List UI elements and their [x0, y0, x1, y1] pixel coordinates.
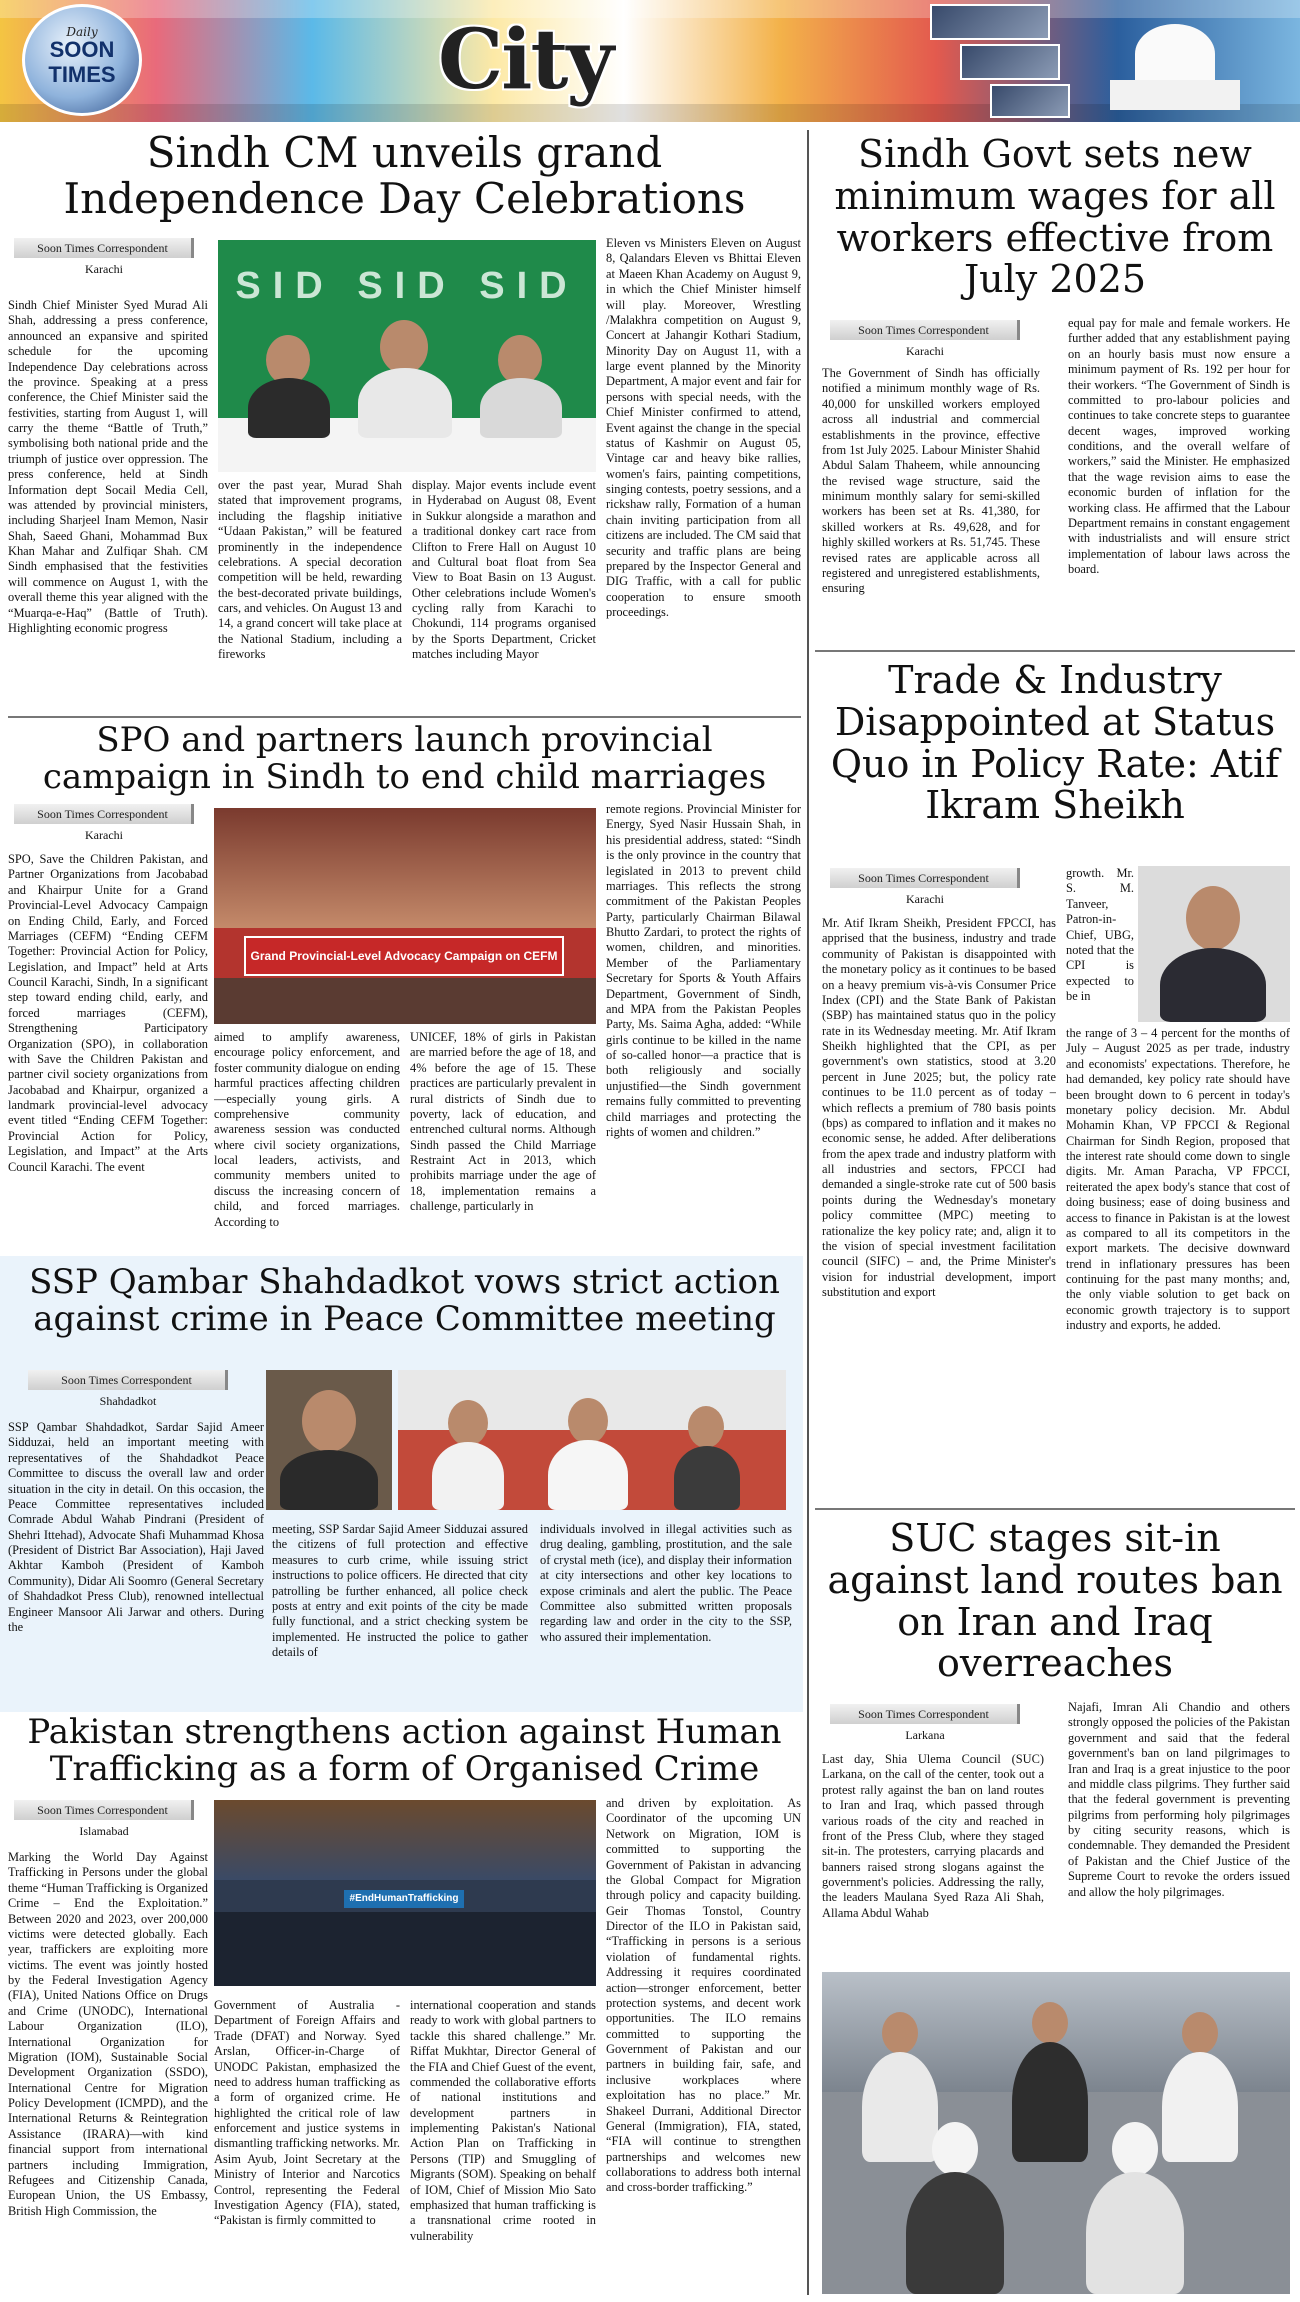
article-text: Sindh Chief Minister Syed Murad Ali Shah, addressing a press conference, announced an expansive and spirited schedule for the upcoming Independence Day celebrations across the province. Speaking at a press conference, the Chief Minister said the festivities, starting from August 1, will carry the theme “Battle of Truth,” symbolising both national pride and the triumph of justice over oppression. The press conference, held at Sindh Information dept Socail Media Cell, was attended by provincial ministers, including Sharjeel Inam Memon, Nasir Shah, Saeed Ghani, Mohammad Bux Khan Mahar and Zulfiqar Shah. CM Sindh emphasised that the festivities will commence on August 1, with the overall theme this year aligned with the “Muarqa-e-Haq” (Battle of Truth). Highlighting economic progress: [8, 298, 208, 635]
dateline: Karachi: [906, 344, 944, 358]
article-text: meeting, SSP Sardar Sajid Ameer Sidduzai assured the citizens of full protection and effective measures to curb crime, while issuing strict instructions to police officers. He directed that city patrolling be further enhanced, all police check posts at entry and exit points of the city be made fully functional, and a strict checking system be implemented. He instructed the police to gather details of: [272, 1522, 528, 1659]
article-text: Government of Australia - Department of Foreign Affairs and Trade (DFAT) and Norway. Syed Arslan, Officer-in-Charge of UNODC Pakistan, emphasized the need to address human trafficking as a form of organized crime. He highlighted the critical role of law enforcement and justice systems in dismantling trafficking networks. Mr. Asim Ayub, Joint Secretary at the Ministry of Interior and Narcotics Control, representing the Federal Investigation Agency (FIA), stated, “Pakistan is firmly committed to: [214, 1998, 400, 2228]
byline: Soon Times Correspondent: [830, 868, 1020, 888]
dateline: Karachi: [85, 828, 123, 842]
section-divider: [8, 716, 801, 718]
headline: SSP Qambar Shahdadkot vows strict action against crime in Peace Committee meeting: [29, 1262, 780, 1340]
backdrop-text: SID: [357, 265, 457, 307]
article-text: Eleven vs Ministers Eleven on August 8, Qalandars Eleven vs Bhittai Eleven at Maeen Khan Academy on August 9, in which the Chief Minister himself will play. Moreover, Wrestling /Malakhra competition on August 9, Concert at Jahangir Kothari Stadium, Minority Day on August 11, with a large event planned by the Minority Department, A major event and fair for persons with special needs, with the Chief Minister confirmed to attend, Event against the change in the special status of Kashmir on August 05, Vintage car and heavy bike rallies, women's fairs, painting competitions, singing contests, poetry sessions, and a rickshaw rally, Formation of a human chain inviting participation from all citizens are included. The CM said that security and traffic plans are being prepared by the Inspector General and DIG Traffic, with a call for public cooperation to ensure smooth proceedings.: [606, 236, 801, 619]
article-text: aimed to amplify awareness, encourage policy enforcement, and foster community dialogue on ending harmful practices affecting children—especially young girls. A comprehensive community awareness session was conducted where civil society organizations, local leaders, activists, and community members united to discuss the increasing concern of child, and forced marriages. According to: [214, 1030, 400, 1229]
byline: Soon Times Correspondent: [830, 320, 1020, 340]
event-backdrop: #EndHumanTrafficking: [344, 1890, 464, 1908]
backdrop-text: SID: [235, 265, 335, 307]
trafficking-event-photo: [214, 1800, 596, 1986]
article-text: Najafi, Imran Ali Chandio and others strongly opposed the policies of the Pakistan government and said that the federal government's ban on land pilgrimages to Iran and Iraq is a great injustice to the poor and middle class pilgrims. They further said that the federal government is preventing pilgrims from performing holy pilgrimages by citing security reasons, which is condemnable. They demanded the President of Pakistan and the Chief Justice of the Supreme Court to revoke the orders issued and allow the holy pilgrimages.: [1068, 1700, 1290, 1899]
logo-daily-text: Daily: [66, 25, 98, 39]
headline: Trade & Industry Disappointed at Status Quo in Policy Rate: Atif Ikram Sheikh: [830, 658, 1280, 828]
headline: SPO and partners launch provincial campaign in Sindh to end child marriages: [42, 720, 767, 798]
article-text: the range of 3 – 4 percent for the months of July – August 2025 as per trade, industry and economists' expectations. Therefore, he had demanded, key policy rate should have been brought down to 6 percent in today's monetary policy decision. Mr. Abdul Mohamin Khan, VP FPCCI & Regional Chairman for Sindh Region, proposed that the interest rate should come down to single digits. Mr. Aman Paracha, VP FPCCI, reiterated the apex body's stance that cost of doing business; ease of doing business and access to finance in Pakistan is at the lowest as compared to all its competitors in the export markets. The decisive downward trend in inflationary pressures has been continuing for the past many months; and, the only viable solution to get back on economic growth trajectory is to support industry and exports, he added.: [1066, 1026, 1290, 1333]
section-divider: [815, 1508, 1295, 1510]
byline: Soon Times Correspondent: [830, 1704, 1020, 1724]
article-text: international cooperation and stands ready to work with global partners to tackle this shared challenge.” Mr. Riffat Mukhtar, Director General of the FIA and Chief Guest of the event, commended the collaborative efforts of national institutions and development partners in implementing Pakistan's National Action Plan on Trafficking in Persons (TIP) and Smuggling of Migrants (SOM). Speaking on behalf of IOM, Chief of Mission Mio Sato emphasized that human trafficking is a transnational crime rooted in vulnerability: [410, 1998, 596, 2243]
page-title: City: [438, 12, 612, 108]
article-text: remote regions. Provincial Minister for Energy, Syed Nasir Hussain Shah, in his presidential address, stated: “Sindh is the only province in the country that legislated in 2013 to prevent child marriages. This reflects the strong commitment of the Pakistan Peoples Party, particularly Chairman Bilawal Bhutto Zardari, to protect the rights of women, children, and minorities. Member of the Parliamentary Secretary for Sports & Youth Affairs Department, Government of Sindh, and MPA from the Pakistan Peoples Party, Ms. Saima Agha, added: “While girls continue to be killed in the name of so-called honor—a practice that is both religiously and socially unjustified—the Sindh government remains fully committed to preventing child marriages and protecting the rights of women and children.”: [606, 802, 801, 1139]
byline: Soon Times Correspondent: [14, 238, 194, 258]
article-text: SSP Qambar Shahdadkot, Sardar Sajid Ameer Sidduzai, held an important meeting with representatives of the Shahdadkot Peace Committee to discuss the overall law and order situation in the city in detail. On this occasion, the Peace Committee representatives included Comrade Abdul Wahab Pindrani (President of Shehri Ittehad), Advocate Shafi Muhammad Khosa (President of District Bar Association), Haji Javed Akhtar Kamboh (President of Kamboh Community), Didar Ali Soomro (General Secretary of Shahdadkot Press Club), renowned intellectual Engineer Mansoor Ali Jarwar and others. During the: [8, 1420, 264, 1634]
meeting-photo: [398, 1370, 786, 1510]
masthead-photo: [990, 84, 1070, 118]
article-text: Mr. Atif Ikram Sheikh, President FPCCI, has apprised that the business, industry and trade community of Pakistan is disappointed with the monetary policy as it continues to be based on a heavy premium vis-à-vis Consumer Price Index (CPI) and the State Bank of Pakistan (SBP) has maintained status quo in the policy rate in its Wednesday meeting. Mr. Atif Ikram Sheikh highlighted that the CPI, as per government's own statistics, stood at 3.20 percent in June 2025; but, the policy rate continues to be 11.0 percent as of today – which reflects a premium of 780 basis points (bps) as compared to inflation and it makes no economic sense, he added. After deliberations from the apex trade and industry platform with all industries and sectors, FPCCI had demanded a single-stroke rate cut of 500 basis points during the Wednesday's monetary policy committee (MPC) meeting to rationalize the key policy rate; and, align it to the vision of special investment facilitation council (SIFC) – and, the Prime Minister's vision for industrial development, import substitution and export: [822, 916, 1056, 1299]
dateline: Karachi: [906, 892, 944, 906]
article-text: UNICEF, 18% of girls in Pakistan are married before the age of 18, and 4% before the age of 15. These practices are particularly prevalent in rural districts of Sindh due to poverty, lack of education, and entrenched cultural norms. Although Sindh passed the Child Marriage Restraint Act in 2013, which prohibits marriage under the age of 18, implementation remains a challenge, particularly in: [410, 1030, 596, 1214]
sit-in-protest-photo: [822, 1972, 1290, 2294]
byline: Soon Times Correspondent: [14, 804, 194, 824]
article-text: Last day, Shia Ulema Council (SUC) Larkana, on the call of the center, took out a protest rally against the ban on land routes to Iran and Iraq, which passed through various roads of the city and reached in front of the Press Club, where they staged sit-in. The protesters, carrying placards and banners raised strong slogans against the government's policies. Addressing the rally, the leaders Maulana Syed Raza Ali Shah, Allama Abdul Wahab: [822, 1752, 1044, 1920]
article-text: Marking the World Day Against Trafficking in Persons under the global theme “Human Trafficking is Organized Crime – End the Exploitation.” Between 2020 and 2023, over 200,000 victims were detected globally. Each year, traffickers are exploiting more victims. The event was jointly hosted by the Federal Investigation Agency (FIA), United Nations Office on Drugs and Crime (UNODC), International Labour Organization (ILO), International Organization for Migration (IOM), Sustainable Social Development Organization (SSDO), International Centre for Migration Policy Development (ICMPD), and the International Returns & Reintegration Assistance (IRARA)—with kind financial support from international partners including Immigration, Refugees and Citizenship Canada, European Union, the US Embassy, British High Commission, the: [8, 1850, 208, 2218]
headline: SUC stages sit-in against land routes ban on Iran and Iraq overreaches: [827, 1516, 1283, 1686]
logo-times-text: TIMES: [48, 62, 116, 87]
article-text: over the past year, Murad Shah stated that improvement programs, including the flagship initiative “Udaan Pakistan,” will be featured prominently in the independence celebrations. A special decoration competition will be held, rewarding the best-decorated private buildings, cars, and vehicles. On August 13 and 14, a grand concert will take place at the National Stadium, including a fireworks: [218, 478, 402, 662]
article-text: and driven by exploitation. As Coordinator of the upcoming UN Network on Migration, IOM is committed to supporting the Government of Pakistan in advancing the Global Compact for Migration through policy and capacity building. Geir Thomas Tonstol, Country Director of the ILO in Pakistan said, “Trafficking in persons is a serious violation of fundamental rights. Addressing it requires coordinated action—stronger enforcement, better protection systems, and decent work opportunities. The ILO remains committed to supporting the Government of Pakistan and our partners in building fair, safe, and inclusive workplaces where exploitation has no place.” Mr. Shakeel Durrani, Additional Director General (Immigration), FIA, stated, “FIA will continue to strengthen partnerships and welcomes new collaborations to address both internal and cross-border trafficking.”: [606, 1796, 801, 2195]
campaign-event-photo: [214, 808, 596, 1024]
campaign-banner: Grand Provincial-Level Advocacy Campaign on CEFM: [244, 936, 564, 976]
masthead-photo: [930, 4, 1050, 40]
dateline: Larkana: [905, 1728, 945, 1742]
headline: Sindh Govt sets new minimum wages for all workers effective from July 2025: [834, 132, 1276, 302]
article-text: The Government of Sindh has officially notified a minimum monthly wage of Rs. 40,000 for unskilled workers employed across all industrial and commercial establishments in the province, effective from 1st July 2025. Labour Minister Shahid Abdul Salam Thaheem, while announcing the revised wage structure, said the minimum monthly salary for semi-skilled workers has been set at Rs. 41,380, for skilled workers at Rs. 49,628, and for highly skilled workers at Rs. 51,745. These revised rates are applicable across all registered and unregistered establishments, ensuring: [822, 366, 1040, 596]
byline: Soon Times Correspondent: [14, 1800, 194, 1820]
atif-ikram-portrait: [1138, 866, 1290, 1022]
dateline: Shahdadkot: [99, 1394, 157, 1408]
soon-times-logo: [22, 4, 142, 116]
column-divider: [807, 130, 809, 2295]
section-divider: [815, 650, 1295, 652]
byline: Soon Times Correspondent: [28, 1370, 228, 1390]
headline: Pakistan strengthens action against Human Trafficking as a form of Organised Crime: [27, 1712, 782, 1790]
logo-soon-text: SOON: [49, 37, 115, 62]
backdrop-text: SID: [479, 265, 579, 307]
article-text: equal pay for male and female workers. He further added that any establishment paying on an hourly basis must now ensure a minimum payment of Rs. 192 per hour for their workers. “The Government of Sindh is committed to pro-labour policies and continues to take concrete steps to guarantee decent wages, improved working conditions, and the overall welfare of workers,” said the Minister. He emphasized that the wage revision aims to ease the economic burden of inflation for the working class. He affirmed that the Labour Department remains in constant engagement with industrialists and will ensure strict implementation of labour laws across the board.: [1068, 316, 1290, 576]
dateline: Karachi: [85, 262, 123, 276]
article-text: growth. Mr. S. M. Tanveer, Patron-in-Chief, UBG, noted that the CPI is expected to be in: [1066, 866, 1134, 1003]
masthead-photo: [960, 44, 1060, 80]
article-text: SPO, Save the Children Pakistan, and Partner Organizations from Jacobabad and Khairpur Unite for a Grand Provincial-Level Advocacy Campaign on Ending Child, Early, and Forced Marriages (CEFM) “Ending CEFM Together: Provincial Action for Policy, Legislation, and Impact” held at Arts Council Karachi, Sindh, In a significant step toward ending child, early, and forced marriages (CEFM), Strengthening Participatory Organization (SPO), in collaboration with Save the Children Pakistan and partner civil society organizations from Jacobabad and Khairpur, organized a landmark provincial-level advocacy event titled “Ending CEFM Together: Provincial Action for Policy, Legislation, and Impact” at the Arts Council Karachi. The event: [8, 852, 208, 1174]
article-text: display. Major events include event in Hyderabad on August 08, Event in Sukkur alongside a marathon and a traditional donkey cart race from Clifton to Frere Hall on August 10 and Cultural boat float from Sea View to Boat Basin on 13 August. Other celebrations include Women's cycling rally from Karachi to Chokundi, 114 programs organised by the Sports Department, Cricket matches including Mayor: [412, 478, 596, 662]
dateline: Islamabad: [79, 1824, 129, 1838]
headline: Sindh CM unveils grand Independence Day Celebrations: [63, 128, 746, 224]
ssp-portrait-photo: [266, 1370, 392, 1510]
article-text: individuals involved in illegal activities such as drug dealing, gambling, prostitution, and the sale of crystal meth (ice), and display their information at city intersections and other key locations to expose criminals and alert the public. The Peace Committee also submitted written proposals regarding law and order in the city to the SSP, who assured their implementation.: [540, 1522, 792, 1644]
mausoleum-illustration: [1090, 14, 1260, 114]
masthead: [0, 0, 1300, 122]
press-conference-photo: [218, 240, 596, 472]
